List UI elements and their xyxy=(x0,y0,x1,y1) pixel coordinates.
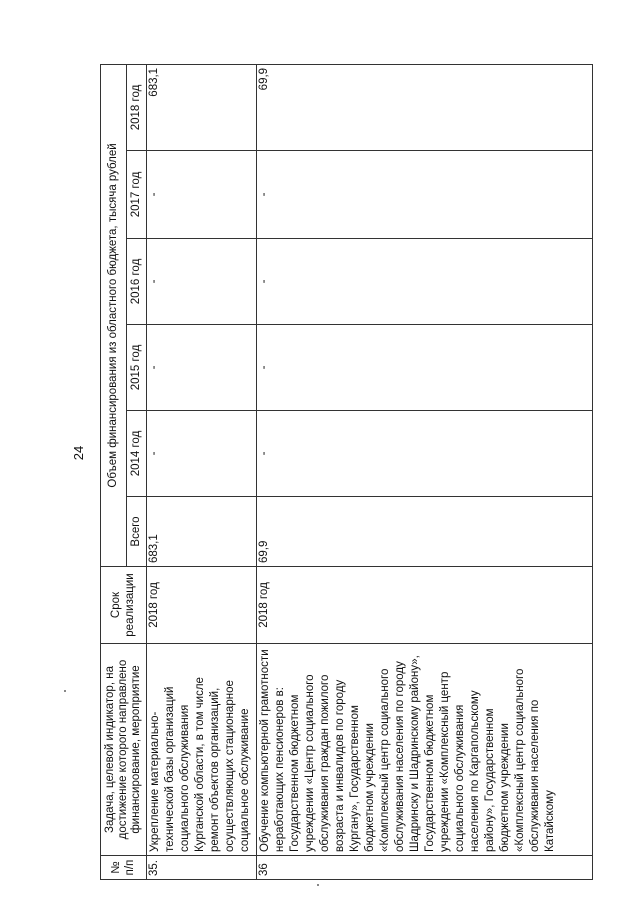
header-year-2016: 2016 год xyxy=(127,239,147,325)
header-task: Задача, целевой индикатор, на достижение которого направлено финансирование, мероприятие xyxy=(101,644,147,856)
header-total: Всего xyxy=(127,497,147,567)
rotated-table-container xyxy=(100,65,593,880)
row-number: 36 xyxy=(257,856,593,880)
header-year-2014: 2014 год xyxy=(127,411,147,497)
row-task: Укрепление материально-технической базы организаций социального обслуживания Курганской области, в том числе ремонт объектов организаций, осуществляющих стационарное социальное обслуживание xyxy=(147,644,257,856)
row-task: Обучение компьютерной грамотности неработающих пенсионеров в: Государственном бюджетном учреждении «Центр социального обслуживания граждан пожилого возраста и инвалидов по городу Кургану», Государственном бюджетном учреждении «Комплексный центр социального обслуживания населения по городу Шадринску и Шадринскому району», Государственном бюджетном учреждении «Комплексный центр социального обслуживания населения по Каргапольскому району», Государственном бюджетном учреждении «Комплексный центр социального обслуживания населения по Катайскому xyxy=(257,644,593,856)
header-num: № п/п xyxy=(101,856,147,880)
scan-speck xyxy=(317,884,319,886)
row-2018: 69,9 xyxy=(257,64,593,150)
row-term: 2018 год xyxy=(257,567,593,644)
row-2018: 683,1 xyxy=(147,64,257,150)
row-total: 683,1 xyxy=(147,497,257,567)
header-year-2015: 2015 год xyxy=(127,325,147,411)
row-2017: - xyxy=(257,151,593,239)
row-2015: - xyxy=(147,325,257,411)
row-2014: - xyxy=(147,411,257,497)
scan-speck xyxy=(64,690,66,692)
row-2015: - xyxy=(257,325,593,411)
header-row xyxy=(101,64,127,879)
header-year-2018: 2018 год xyxy=(127,64,147,150)
header-year-2017: 2017 год xyxy=(127,151,147,239)
row-total: 69,9 xyxy=(257,497,593,567)
row-number: 35. xyxy=(147,856,257,880)
table-row xyxy=(257,64,593,879)
table-row xyxy=(147,64,257,879)
row-term: 2018 год xyxy=(147,567,257,644)
page-number: 24 xyxy=(71,445,86,461)
row-2016: - xyxy=(147,239,257,325)
row-2017: - xyxy=(147,151,257,239)
header-funding: Объем финансирования из областного бюджета, тысяча рублей xyxy=(101,64,127,566)
header-term: Срок реализации xyxy=(101,567,147,644)
row-2016: - xyxy=(257,239,593,325)
row-2014: - xyxy=(257,411,593,497)
funding-table xyxy=(100,64,593,880)
